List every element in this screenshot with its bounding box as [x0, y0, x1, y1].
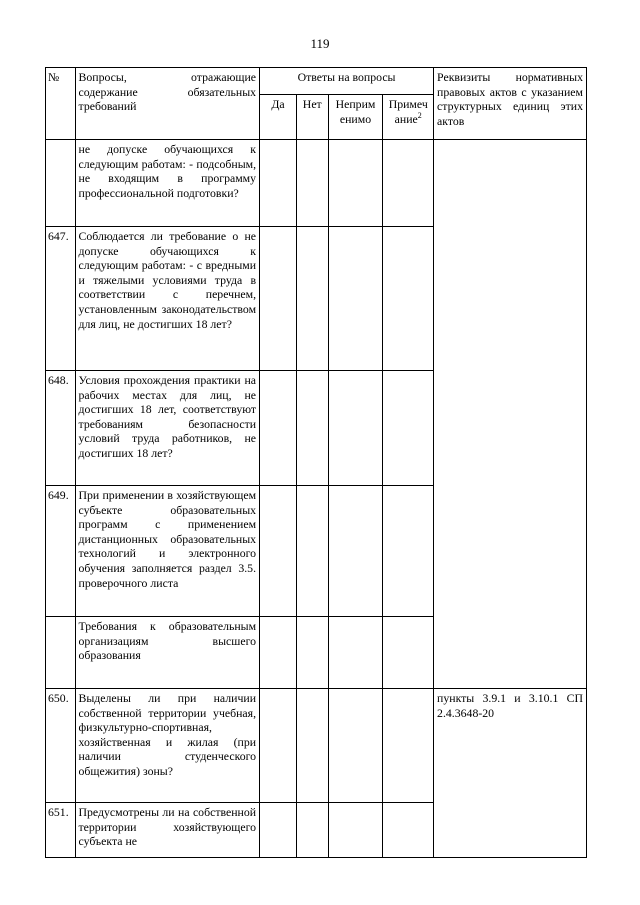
- table-row: [46, 140, 587, 227]
- header-requisites: Реквизиты нормативных правовых актов с указанием структурных единиц этих актов: [434, 68, 587, 140]
- row-question: При применении в хозяйствующем субъекте образовательных программ с применением дистанционных образовательных технологий и электронного обучения заполняется раздел 3.5. проверочного листа: [75, 486, 260, 617]
- answer-na-cell[interactable]: [328, 371, 383, 486]
- row-question: Выделены ли при наличии собственной территории учебная, физкультурно-спортивная, хозяйственная и жилая (при наличии студенческого общежития) зоны?: [75, 689, 260, 803]
- answer-note-cell[interactable]: [383, 140, 434, 227]
- row-question: Условия прохождения практики на рабочих местах для лиц, не достигших 18 лет, соответствуют требованиям безопасности условий труда работников, не достигших 18 лет?: [75, 371, 260, 486]
- answer-yes-cell[interactable]: [260, 617, 297, 689]
- answer-no-cell[interactable]: [296, 227, 328, 371]
- row-question: Предусмотрены ли на собственной территории хозяйствующего субъекта не: [75, 803, 260, 858]
- answer-na-cell[interactable]: [328, 227, 383, 371]
- table-row: [46, 689, 587, 803]
- answer-yes-cell[interactable]: [260, 486, 297, 617]
- answer-no-cell[interactable]: [296, 140, 328, 227]
- answer-note-cell[interactable]: [383, 227, 434, 371]
- header-questions: Вопросы, отражающие содержание обязательных требований: [75, 68, 260, 140]
- answer-na-cell[interactable]: [328, 486, 383, 617]
- answer-na-cell[interactable]: [328, 140, 383, 227]
- answer-note-cell[interactable]: [383, 371, 434, 486]
- answer-no-cell[interactable]: [296, 617, 328, 689]
- answer-na-cell[interactable]: [328, 617, 383, 689]
- header-yes: Да: [260, 95, 297, 140]
- answer-no-cell[interactable]: [296, 486, 328, 617]
- row-num: 647.: [46, 227, 76, 371]
- answer-yes-cell[interactable]: [260, 371, 297, 486]
- row-num: 649.: [46, 486, 76, 617]
- answer-no-cell[interactable]: [296, 689, 328, 803]
- answer-note-cell[interactable]: [383, 617, 434, 689]
- row-question: не допуске обучающихся к следующим работам: - подсобным, не входящим в программу профессиональной подготовки?: [75, 140, 260, 227]
- header-answers: Ответы на вопросы: [260, 68, 434, 95]
- row-requisites: [434, 140, 587, 689]
- row-question: Соблюдается ли требование о не допуске обучающихся к следующим работам: - с вредными и тяжелыми условиями труда в соответствии с перечнем, установленным законодательством для лиц, не достигших 18 лет?: [75, 227, 260, 371]
- answer-note-cell[interactable]: [383, 689, 434, 803]
- row-num: 650.: [46, 689, 76, 803]
- row-requisites: пункты 3.9.1 и 3.10.1 СП 2.4.3648-20: [434, 689, 587, 858]
- checklist-table: [45, 67, 587, 858]
- header-note-text: Примеч ание: [388, 97, 428, 126]
- answer-yes-cell[interactable]: [260, 140, 297, 227]
- answer-yes-cell[interactable]: [260, 689, 297, 803]
- answer-no-cell[interactable]: [296, 371, 328, 486]
- header-row: [46, 68, 587, 95]
- header-no: Нет: [296, 95, 328, 140]
- header-not-applicable: Неприм енимо: [328, 95, 383, 140]
- row-num: 648.: [46, 371, 76, 486]
- row-num: [46, 140, 76, 227]
- answer-na-cell[interactable]: [328, 803, 383, 858]
- page-number: 119: [310, 36, 330, 51]
- answer-yes-cell[interactable]: [260, 227, 297, 371]
- row-num: 651.: [46, 803, 76, 858]
- answer-note-cell[interactable]: [383, 803, 434, 858]
- row-num: [46, 617, 76, 689]
- answer-note-cell[interactable]: [383, 486, 434, 617]
- header-num: №: [46, 68, 76, 140]
- row-question: Требования к образовательным организациям высшего образования: [75, 617, 260, 689]
- answer-no-cell[interactable]: [296, 803, 328, 858]
- header-note-footnote: 2: [417, 110, 422, 120]
- header-note: [383, 95, 434, 140]
- answer-na-cell[interactable]: [328, 689, 383, 803]
- answer-yes-cell[interactable]: [260, 803, 297, 858]
